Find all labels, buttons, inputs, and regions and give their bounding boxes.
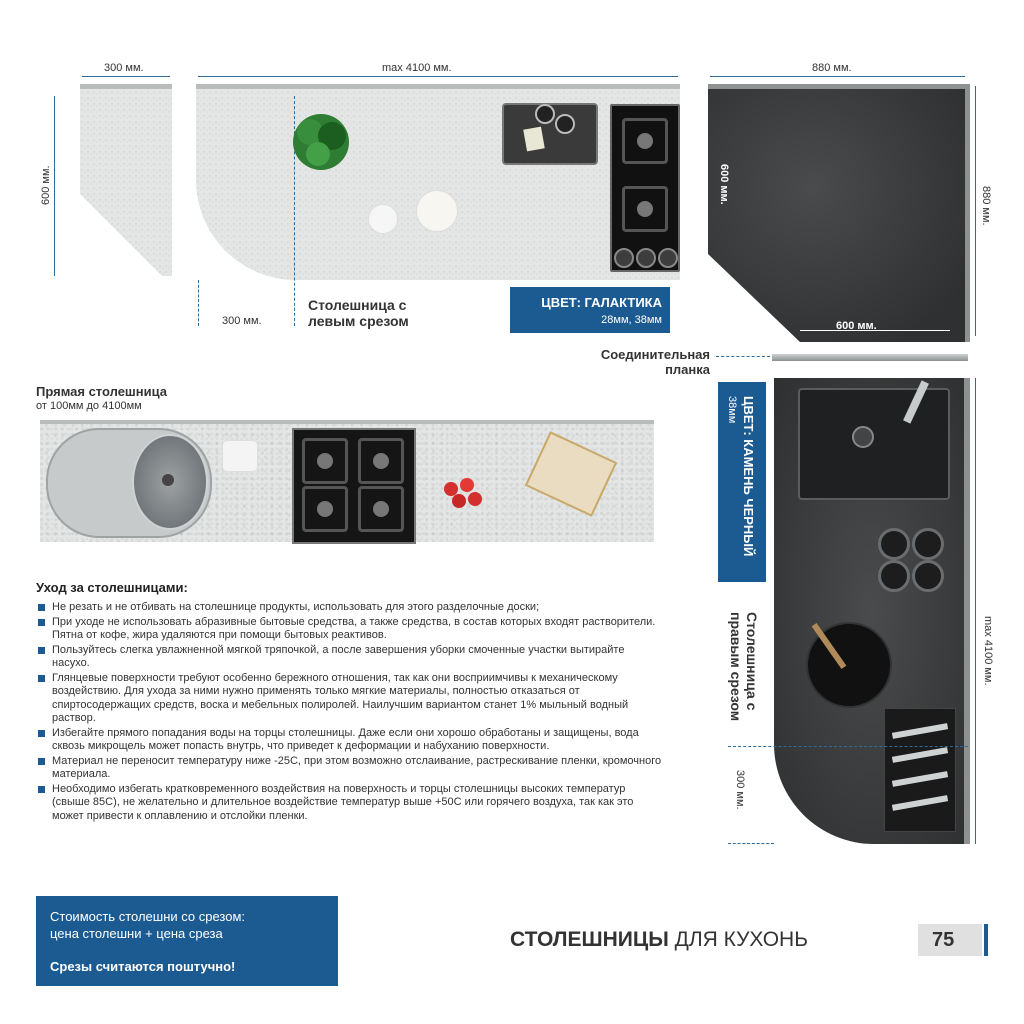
price-line2: цена столешни + цена среза bbox=[50, 926, 223, 941]
dim-corner-width: 880 мм. bbox=[812, 62, 852, 74]
color-box-black-stone-title: ЦВЕТ: КАМЕНЬ ЧЕРНЫЙ bbox=[741, 396, 756, 557]
care-item: Глянцевые поверхности требуют особенно бережного отношения, так как они восприимчивы к механическому воздействию. Для ухода за ними нужно применять только мягкие материалы, полностью отказаться от спиртосодержащих средств, воска и мебельных полиролей. Наилучшим вариантом станет 1% мыльный водный раствор. bbox=[36, 672, 664, 726]
tap-knob-icon bbox=[555, 114, 575, 134]
page-number-accent bbox=[984, 924, 988, 956]
care-item: При уходе не использовать абразивные бытовые средства, а также средства, в состав которых входят растворители. Пятна от кофе, жира удаляются при помощи бытовых реактивов. bbox=[36, 616, 664, 643]
countertop-left-cut bbox=[196, 84, 680, 280]
color-box-galaxy bbox=[510, 287, 670, 333]
cooktop-top bbox=[610, 104, 680, 272]
tomato-icon bbox=[452, 494, 466, 508]
care-list bbox=[36, 601, 664, 823]
sponge-icon bbox=[523, 127, 545, 152]
gas-burner-icon bbox=[912, 560, 944, 592]
gas-burner-icon bbox=[912, 528, 944, 560]
burner-icon bbox=[302, 486, 348, 532]
corner-countertop-dark bbox=[708, 84, 970, 342]
countertop-straight bbox=[40, 420, 654, 542]
dim-corner-inner-width: 600 мм. bbox=[836, 320, 877, 332]
dim-corner-inner-height: 600 мм. bbox=[718, 164, 730, 205]
care-item: Материал не переносит температуру ниже -25С, при этом возможно отслаивание, растрескивание пленки, кромочного материала. bbox=[36, 755, 664, 782]
dim-right-cut: 300 мм. bbox=[734, 770, 746, 810]
burner-icon bbox=[358, 438, 404, 484]
footer-title-bold: СТОЛЕШНИЦЫ bbox=[510, 928, 669, 951]
burner-icon bbox=[622, 118, 668, 164]
care-item: Не резать и не отбивать на столешнице продукты, использовать для этого разделочные доски; bbox=[36, 601, 664, 615]
glass-icon bbox=[416, 190, 458, 232]
tomato-icon bbox=[460, 478, 474, 492]
dim-line-left-width bbox=[82, 76, 170, 77]
color-box-black-stone bbox=[718, 382, 766, 582]
dim-right-length: max 4100 мм. bbox=[982, 616, 994, 686]
burner-icon bbox=[358, 486, 404, 532]
footer-title-rest: ДЛЯ КУХОНЬ bbox=[668, 928, 809, 951]
drain-icon bbox=[852, 426, 874, 448]
price-box bbox=[36, 896, 338, 986]
cup-icon bbox=[368, 204, 398, 234]
sink-dark bbox=[798, 388, 950, 500]
straight-subtitle: от 100мм до 4100мм bbox=[36, 400, 142, 412]
dim-line-corner-width bbox=[710, 76, 965, 77]
connector-label: Соединительная планка bbox=[600, 347, 710, 377]
dim-line-main-width bbox=[198, 76, 678, 77]
burner-icon bbox=[622, 186, 668, 232]
cut-guide-horizontal bbox=[728, 746, 968, 747]
cut-guide-horizontal-bottom bbox=[728, 843, 774, 844]
dim-bottom-cut: 300 мм. bbox=[222, 315, 262, 327]
tomato-icon bbox=[468, 492, 482, 506]
connector-guide bbox=[716, 356, 770, 357]
gas-burner-icon bbox=[878, 528, 910, 560]
price-line3: Срезы считаются поштучно! bbox=[50, 959, 236, 974]
jar-icon bbox=[222, 440, 258, 472]
care-section bbox=[36, 580, 664, 824]
knob-icon bbox=[658, 248, 678, 268]
tap-knob-icon bbox=[535, 104, 555, 124]
burner-icon bbox=[302, 438, 348, 484]
cut-guide-vertical-left bbox=[198, 280, 199, 326]
dim-left-width: 300 мм. bbox=[104, 62, 144, 74]
knob-icon bbox=[614, 248, 634, 268]
color-box-galaxy-title: ЦВЕТ: ГАЛАКТИКА bbox=[541, 295, 662, 310]
care-title: Уход за столешницами: bbox=[36, 580, 188, 595]
countertop-small-cut-piece bbox=[80, 84, 180, 276]
left-cut-label: Столешница с левым срезом bbox=[308, 297, 409, 329]
page-number: 75 bbox=[932, 929, 955, 951]
page-number-box bbox=[918, 924, 982, 956]
dim-line-left-height bbox=[54, 96, 55, 276]
dim-line-corner-height bbox=[975, 86, 976, 336]
plant-icon bbox=[288, 106, 354, 176]
cutting-board-icon bbox=[525, 431, 617, 517]
care-item: Избегайте прямого попадания воды на торцы столешницы. Даже если они хорошо обработаны и защищены, вода сквозь микрощель может попасть внутрь, что приведет к деформации и набуханию поверхности. bbox=[36, 727, 664, 754]
dim-corner-right-height: 880 мм. bbox=[980, 186, 992, 226]
color-box-black-stone-sub: 38мм bbox=[726, 396, 738, 424]
dim-main-width: max 4100 мм. bbox=[382, 62, 452, 74]
dim-left-height: 600 мм. bbox=[40, 165, 52, 205]
care-item: Пользуйтесь слегка увлажненной мягкой тряпочкой, а после завершения уборки смоченные участки вытирайте насухо. bbox=[36, 644, 664, 671]
drain-icon bbox=[162, 474, 174, 486]
dim-line-right-length bbox=[975, 378, 976, 844]
care-item: Необходимо избегать кратковременного воздействия на поверхность и торцы столешницы высоких температур (свыше 85С), не желательно и длительное воздействие температур выше +50С или горячего воздуха, так как это может привести к оплавлению и отслойки пленки. bbox=[36, 783, 664, 824]
straight-title: Прямая столешница bbox=[36, 384, 167, 399]
knob-icon bbox=[636, 248, 656, 268]
color-box-galaxy-sub: 28мм, 38мм bbox=[601, 314, 662, 326]
footer-title bbox=[510, 928, 808, 952]
connector-bar bbox=[772, 354, 968, 361]
cooktop-straight bbox=[292, 428, 416, 544]
gas-burner-icon bbox=[878, 560, 910, 592]
right-cut-label: Столешница с правым срезом bbox=[728, 612, 760, 722]
price-line1: Стоимость столешни со срезом: bbox=[50, 909, 245, 924]
